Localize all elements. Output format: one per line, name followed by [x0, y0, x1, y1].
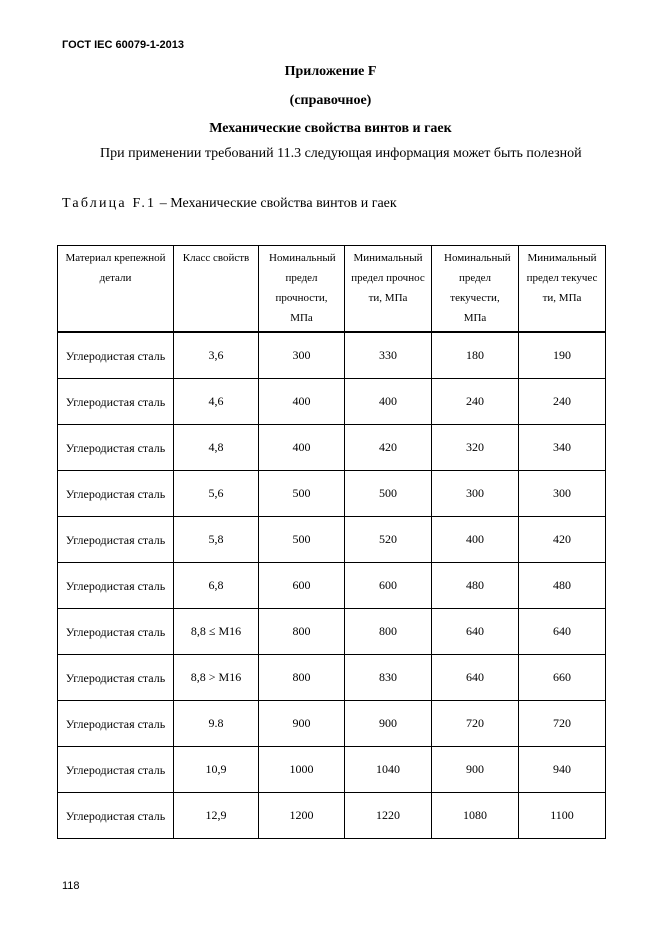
cell-minimum-tensile: 330 — [345, 332, 432, 379]
cell-minimum-yield: 660 — [519, 655, 606, 701]
cell-material: Углеродистая сталь — [58, 517, 174, 563]
cell-material: Углеродистая сталь — [58, 747, 174, 793]
cell-minimum-tensile: 900 — [345, 701, 432, 747]
cell-material: Углеродистая сталь — [58, 332, 174, 379]
table-header-row — [58, 246, 606, 333]
header-material: Материал крепежной детали — [58, 246, 174, 333]
table-row — [58, 332, 606, 379]
appendix-subtitle: (справочное) — [289, 93, 372, 108]
table-row — [58, 425, 606, 471]
table-row — [58, 609, 606, 655]
cell-nominal-tensile: 500 — [259, 471, 345, 517]
cell-nominal-yield: 240 — [432, 379, 519, 425]
cell-minimum-tensile: 800 — [345, 609, 432, 655]
cell-nominal-yield: 480 — [432, 563, 519, 609]
cell-minimum-tensile: 600 — [345, 563, 432, 609]
cell-material: Углеродистая сталь — [58, 471, 174, 517]
table-caption-text: – Механические свойства винтов и гаек — [156, 196, 397, 211]
cell-material: Углеродистая сталь — [58, 379, 174, 425]
cell-property-class: 5,8 — [174, 517, 259, 563]
cell-property-class: 4,8 — [174, 425, 259, 471]
table-row — [58, 379, 606, 425]
cell-minimum-yield: 240 — [519, 379, 606, 425]
cell-nominal-yield: 1080 — [432, 793, 519, 839]
cell-nominal-yield: 720 — [432, 701, 519, 747]
cell-nominal-tensile: 300 — [259, 332, 345, 379]
mechanical-properties-table — [57, 245, 606, 839]
cell-minimum-tensile: 1040 — [345, 747, 432, 793]
cell-minimum-yield: 940 — [519, 747, 606, 793]
cell-property-class: 12,9 — [174, 793, 259, 839]
cell-nominal-yield: 320 — [432, 425, 519, 471]
cell-material: Углеродистая сталь — [58, 701, 174, 747]
page-number: 118 — [62, 880, 80, 892]
table-row — [58, 747, 606, 793]
cell-minimum-yield: 720 — [519, 701, 606, 747]
header-nominal-tensile-strength: Номинальный предел прочности, МПа — [259, 246, 345, 333]
cell-material: Углеродистая сталь — [58, 609, 174, 655]
cell-nominal-yield: 900 — [432, 747, 519, 793]
cell-nominal-yield: 300 — [432, 471, 519, 517]
cell-property-class: 4,6 — [174, 379, 259, 425]
cell-nominal-yield: 180 — [432, 332, 519, 379]
table-row — [58, 655, 606, 701]
cell-property-class: 3,6 — [174, 332, 259, 379]
cell-property-class: 8,8 > M16 — [174, 655, 259, 701]
cell-property-class: 5,6 — [174, 471, 259, 517]
table-row — [58, 701, 606, 747]
cell-nominal-tensile: 600 — [259, 563, 345, 609]
table-row — [58, 517, 606, 563]
cell-minimum-yield: 640 — [519, 609, 606, 655]
table-row — [58, 471, 606, 517]
header-nominal-yield-strength: Номинальный предел текучести, МПа — [432, 246, 519, 333]
table-row — [58, 793, 606, 839]
cell-minimum-yield: 190 — [519, 332, 606, 379]
cell-nominal-tensile: 1200 — [259, 793, 345, 839]
table-caption — [62, 196, 397, 212]
cell-nominal-tensile: 800 — [259, 655, 345, 701]
cell-property-class: 9.8 — [174, 701, 259, 747]
cell-material: Углеродистая сталь — [58, 655, 174, 701]
header-minimum-tensile-strength: Минимальный предел прочности, МПа — [345, 246, 432, 333]
cell-minimum-yield: 480 — [519, 563, 606, 609]
table-caption-label: Таблица F.1 — [62, 196, 157, 211]
appendix-heading: Механические свойства винтов и гаек — [209, 121, 452, 136]
cell-minimum-yield: 340 — [519, 425, 606, 471]
header-minimum-yield-strength: Минимальный предел текучести, МПа — [519, 246, 606, 333]
intro-paragraph — [62, 141, 598, 167]
cell-nominal-tensile: 500 — [259, 517, 345, 563]
cell-minimum-tensile: 830 — [345, 655, 432, 701]
cell-nominal-yield: 640 — [432, 609, 519, 655]
header-property-class: Класс свойств — [174, 246, 259, 333]
cell-minimum-tensile: 1220 — [345, 793, 432, 839]
cell-minimum-tensile: 400 — [345, 379, 432, 425]
cell-property-class: 8,8 ≤ M16 — [174, 609, 259, 655]
cell-nominal-tensile: 400 — [259, 425, 345, 471]
cell-nominal-tensile: 800 — [259, 609, 345, 655]
table-row — [58, 563, 606, 609]
cell-minimum-yield: 1100 — [519, 793, 606, 839]
cell-minimum-tensile: 500 — [345, 471, 432, 517]
cell-property-class: 10,9 — [174, 747, 259, 793]
cell-minimum-tensile: 420 — [345, 425, 432, 471]
intro-text: При применении требований 11.3 следующая информация может быть полезной — [100, 146, 582, 161]
cell-minimum-yield: 300 — [519, 471, 606, 517]
cell-material: Углеродистая сталь — [58, 563, 174, 609]
cell-nominal-tensile: 1000 — [259, 747, 345, 793]
cell-nominal-yield: 400 — [432, 517, 519, 563]
cell-nominal-tensile: 900 — [259, 701, 345, 747]
cell-nominal-tensile: 400 — [259, 379, 345, 425]
cell-material: Углеродистая сталь — [58, 425, 174, 471]
cell-nominal-yield: 640 — [432, 655, 519, 701]
cell-material: Углеродистая сталь — [58, 793, 174, 839]
document-header: ГОСТ IEC 60079-1-2013 — [62, 39, 184, 51]
cell-minimum-yield: 420 — [519, 517, 606, 563]
cell-property-class: 6,8 — [174, 563, 259, 609]
cell-minimum-tensile: 520 — [345, 517, 432, 563]
appendix-title: Приложение F — [284, 64, 377, 79]
